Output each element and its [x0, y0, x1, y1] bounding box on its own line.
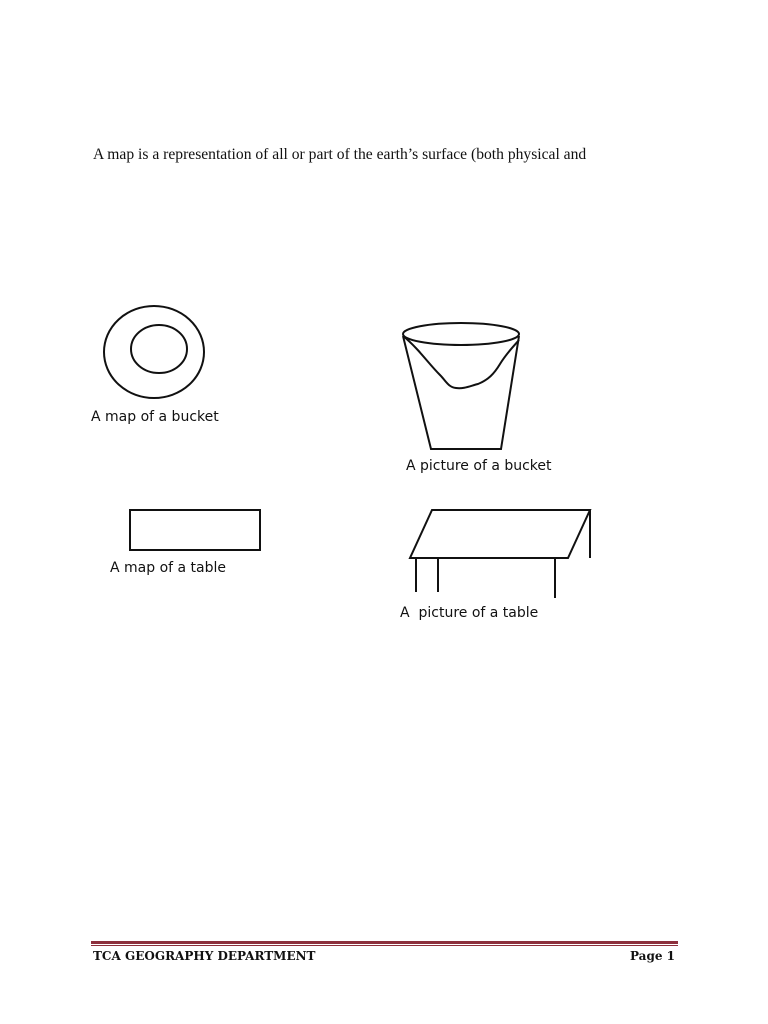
- footer-rule: [91, 941, 678, 946]
- table-map-icon: [127, 508, 263, 554]
- bucket-map-caption: A map of a bucket: [91, 409, 219, 425]
- bucket-map-icon: [100, 302, 210, 402]
- bucket-picture-icon: [398, 318, 526, 456]
- footer-department: TCA GEOGRAPHY DEPARTMENT: [93, 949, 316, 963]
- footer-page-number: Page 1: [629, 949, 675, 963]
- footer-rule-thick: [91, 941, 678, 944]
- table-map-caption: A map of a table: [110, 560, 227, 576]
- footer-rule-thin: [91, 945, 678, 946]
- table-picture-icon: [404, 506, 596, 602]
- table-picture-caption: A picture of a table: [400, 605, 539, 621]
- intro-paragraph: A map is a representation of all or part of the earth’s surface (both physical and: [93, 146, 587, 163]
- bucket-picture-caption: A picture of a bucket: [406, 458, 552, 474]
